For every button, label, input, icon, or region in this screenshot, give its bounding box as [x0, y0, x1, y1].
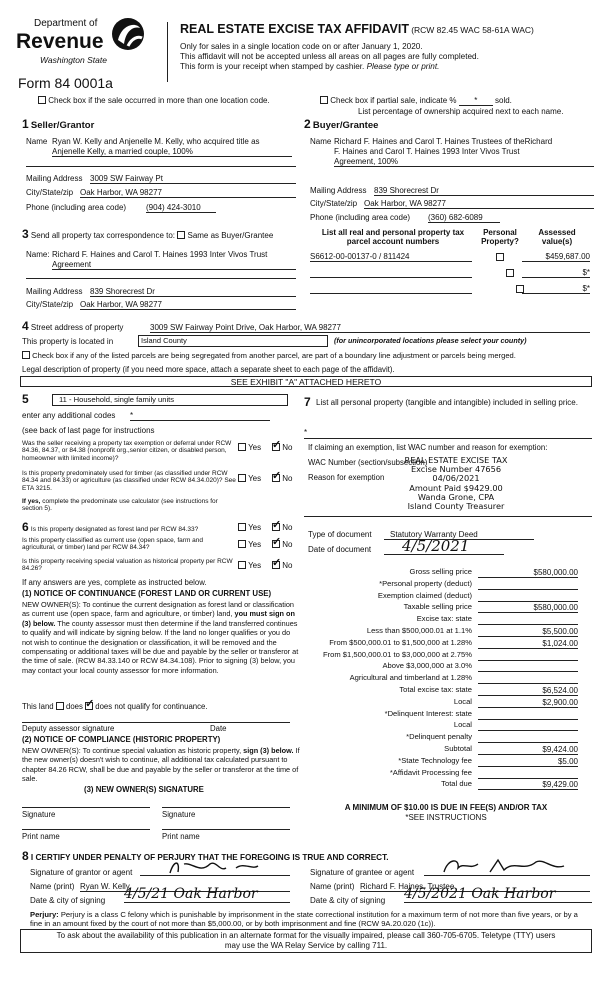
seller-mailing[interactable]: 3009 SW Fairway Pt: [90, 174, 296, 184]
fee-label: *Personal property (deduct): [379, 578, 472, 588]
doc-date[interactable]: 4/5/2021: [384, 538, 504, 555]
partial-sale-check[interactable]: Check box if partial sale, indicate % * sold.: [320, 96, 512, 106]
parcel-col-assessed: Assessed value(s): [538, 228, 576, 247]
fee-row: [300, 603, 590, 613]
correspondence-heading: 3 Send all property tax correspondence to: Same as Buyer/Grantee: [22, 227, 274, 241]
doc-date-label: Date of document: [308, 545, 372, 554]
fee-note-1: A MINIMUM OF $10.00 IS DUE IN FEE(S) AND/OR TAX: [344, 803, 548, 812]
notice1-title: (1) NOTICE OF CONTINUANCE (FOREST LAND OR CURRENT USE): [22, 589, 272, 598]
fee-label: Above $3,000,000 at 3.0%: [382, 661, 472, 671]
fee-value[interactable]: $5.00: [478, 757, 578, 767]
fee-note-2: *SEE INSTRUCTIONS: [405, 813, 487, 822]
fee-row: [300, 662, 590, 672]
buyer-name-line2[interactable]: F. Haines and Carol T. Haines 1993 Inter Vivos Trust: [334, 147, 520, 156]
fee-value[interactable]: $9,429.00: [478, 780, 578, 790]
notice2-title: (2) NOTICE OF COMPLIANCE (HISTORIC PROPERTY): [22, 735, 221, 744]
corr-mailing-label: Mailing Address: [26, 287, 83, 296]
section5-num: 5: [22, 392, 29, 406]
same-as-buyer-checkbox[interactable]: [177, 231, 185, 239]
corr-name-label: Name:: [26, 250, 50, 259]
fee-label: Less than $500,000.01 at 1.1%: [366, 626, 472, 635]
exemption-label: If claiming an exemption, list WAC number and reason for exemption:: [308, 443, 548, 452]
fee-value[interactable]: [478, 580, 578, 590]
unincorporated-note: (for unincorporated locations please select your county): [334, 336, 527, 345]
partial-sale-checkbox[interactable]: [320, 96, 328, 104]
fee-row: [300, 745, 590, 755]
fee-value[interactable]: [478, 733, 578, 743]
s5-q1-no[interactable]: ✓ No: [272, 443, 292, 452]
new-owner-sig-2[interactable]: [162, 807, 290, 808]
fee-row: [300, 639, 590, 649]
corr-blank-line: [26, 278, 296, 279]
grantor-name[interactable]: Ryan W. Kelly: [80, 882, 290, 892]
parcel-number-3[interactable]: [310, 284, 472, 294]
s5-q1: Was the seller receiving a property tax exemption or deferral under RCW 84.36, 84.37, or 84.38 (nonprofit org.,senior citizen, or disabled person, homeowner with limited income)?: [22, 440, 232, 462]
s6-q1-yes[interactable]: Yes: [238, 523, 261, 532]
grantor-sig-label: Signature of grantor or agent: [30, 868, 133, 877]
grantee-name[interactable]: Richard F. Haines, Trustee: [360, 882, 590, 892]
fee-label: Total due: [441, 779, 472, 789]
form-title-block: [180, 22, 595, 36]
parcel-col-personal: Personal Property?: [481, 228, 519, 247]
fee-value[interactable]: $580,000.00: [478, 568, 578, 578]
fee-row: [300, 568, 590, 578]
s5-q2: Is this property predominately used for timber (as classified under RCW 84.34 and 84.33) or agriculture (as classified under RCW 84.34.020)? See ETA 3215.: [22, 470, 236, 492]
land-does-checkbox[interactable]: [56, 702, 64, 710]
fee-label: *State Technology fee: [398, 755, 472, 765]
dor-logo: [14, 12, 164, 76]
form-title: REAL ESTATE EXCISE TAX AFFIDAVIT: [180, 22, 409, 36]
buyer-name-label: Name: [310, 137, 332, 146]
header-note-1: Only for sales in a single location code on or after January 1, 2020.: [180, 42, 423, 51]
wac-label: WAC Number (section/subsection): [308, 458, 428, 467]
fee-row: [300, 686, 590, 696]
buyer-city[interactable]: Oak Harbor, WA 98277: [364, 199, 594, 209]
buyer-mailing-label: Mailing Address: [310, 186, 367, 195]
county-select[interactable]: Island County: [138, 335, 328, 347]
grantee-signature[interactable]: [424, 856, 590, 876]
personal-property-value[interactable]: *: [304, 428, 308, 437]
fee-row: [300, 627, 590, 637]
fee-value[interactable]: [478, 662, 578, 672]
buyer-mailing[interactable]: 839 Shorecrest Dr: [374, 186, 594, 196]
partial-percent-field[interactable]: *: [459, 96, 493, 106]
fee-value[interactable]: [478, 615, 578, 625]
fee-row: [300, 769, 590, 779]
dept-name: Revenue: [16, 30, 104, 53]
seller-city-label: City/State/zip: [26, 188, 74, 197]
header-divider: [167, 22, 168, 82]
print-label-2: Print name: [162, 832, 200, 841]
s5-q1-yes[interactable]: Yes: [238, 443, 261, 452]
corr-city-label: City/State/zip: [26, 300, 74, 309]
continuance-row: This land does ✓ does not qualify for continuance.: [22, 702, 208, 712]
fee-row: [300, 733, 590, 743]
fee-value[interactable]: $6,524.00: [478, 686, 578, 696]
buyer-name-line3[interactable]: Agreement, 100%: [334, 157, 594, 167]
additional-codes-label: enter any additional codes: [22, 411, 116, 420]
fee-label: From $1,500,000.01 to $3,000,000 at 2.75%: [322, 649, 472, 659]
form-number: Form 84 0001a: [18, 75, 113, 91]
property-located-label: This property is located in: [22, 337, 114, 346]
fee-row: [300, 674, 590, 684]
fee-value[interactable]: [478, 674, 578, 684]
revenue-swirl-icon: [110, 14, 146, 54]
fee-value[interactable]: $9,424.00: [478, 745, 578, 755]
deputy-sig-label: Deputy assessor signature: [22, 724, 115, 733]
grantor-date-label: Date & city of signing: [30, 896, 106, 905]
grantor-signature-scribble: [140, 858, 290, 876]
multi-location-checkbox[interactable]: [38, 96, 46, 104]
corr-name-line1[interactable]: Richard F. Haines and Carol T. Haines 1993 Inter Vivos Trust: [52, 250, 268, 259]
accessibility-footer: To ask about the availability of this publication in an alternate format for the visually impaired, please call 360-705-6705. Teletype (TTY) users may use the WA Relay Service by calling 711.: [20, 929, 592, 953]
fee-value[interactable]: [478, 651, 578, 661]
seller-phone[interactable]: (904) 424-3010: [146, 203, 216, 213]
parcel-assessed-3[interactable]: $*: [522, 284, 590, 294]
grantee-date-city[interactable]: 4/5/2021 Oak Harbor: [404, 886, 592, 903]
parcel-number-1[interactable]: S6612-00-00137-0 / 811424: [310, 252, 472, 262]
s6-q1-row: 6 Is this property designated as forest land per RCW 84.33?: [22, 520, 199, 534]
corr-name-line2[interactable]: Agreement: [52, 260, 296, 270]
dept-state: Washington State: [40, 55, 107, 65]
s6-q3: Is this property receiving special valuation as historical property per RCW 84.26?: [22, 558, 233, 573]
fee-row: [300, 592, 590, 602]
fee-label: *Affidavit Processing fee: [389, 767, 472, 777]
fee-label: *Delinquent Interest: state: [384, 708, 472, 718]
notice2-text: NEW OWNER(S): To continue special valuation as historic property, sign (3) below. If the new owner(s) doesn't wish to continue, all additional tax calculated pursuant to chapter 84.26 RCW, shall be due and payable by the seller or transferor at the time of sale.: [22, 746, 300, 784]
parcel-col-numbers: List all real and personal property tax parcel account numbers: [321, 228, 465, 247]
s5-q2-ifyes: If yes, complete the predominate use calculator (see instructions for section 5).: [22, 498, 218, 513]
seller-heading: 1 Seller/Grantor: [22, 117, 95, 131]
fee-label: Taxable selling price: [403, 602, 472, 612]
doc-type-label: Type of document: [308, 530, 372, 539]
buyer-name-line1[interactable]: Richard F. Haines and Carol T. Haines Trustees of theRichard: [334, 137, 553, 146]
fee-label: Subtotal: [444, 744, 472, 753]
s5-q2-yes[interactable]: Yes: [238, 474, 261, 483]
parcel-assessed-1[interactable]: $459,687.00: [522, 252, 590, 262]
seller-phone-label: Phone (including area code): [26, 203, 127, 212]
seller-name-line2[interactable]: Anjenelle Kelly, a married couple, 100%: [52, 147, 292, 157]
s6-q2-yes[interactable]: Yes: [238, 540, 261, 549]
header-note-2: This affidavit will not be accepted unless all areas on all pages are fully completed.: [180, 52, 479, 61]
partial-note: List percentage of ownership acquired next to each name.: [358, 107, 564, 116]
s6-if-any: If any answers are yes, complete as instructed below.: [22, 578, 207, 587]
buyer-heading: 2 Buyer/Grantee: [304, 117, 379, 131]
fee-label: Gross selling price: [409, 567, 472, 576]
section7-text: List all personal property (tangible and intangible) included in selling price.: [316, 398, 578, 407]
fee-row: [300, 615, 590, 625]
grantor-name-label: Name (print): [30, 882, 75, 891]
fee-label: From $500,000.01 to $1,500,000 at 1.28%: [329, 637, 472, 647]
legal-label: Legal description of property (if you need more space, attach a separate sheet to each page of the affidavit).: [22, 365, 395, 374]
print-label-1: Print name: [22, 832, 60, 841]
fee-label: Local: [453, 720, 472, 730]
s6-q3-no[interactable]: ✓ No: [272, 561, 292, 570]
seller-mailing-label: Mailing Address: [26, 174, 83, 183]
fee-label: Total excise tax: state: [399, 685, 472, 694]
fee-row: [300, 698, 590, 708]
fee-row: [300, 721, 590, 731]
dept-line1: Department of: [34, 18, 98, 29]
fee-value[interactable]: $1,024.00: [478, 639, 578, 649]
deputy-sig-line[interactable]: [22, 722, 290, 723]
notice1-text: NEW OWNER(S): To continue the current designation as forest land or classification as current use (open space, farm and agriculture, or timber) land, you must sign on (3) below. The county assessor must then determine if the land transferred continues to qualify and will indicate by signing below. If the land no longer qualifies or you do not wish to continue the designation or classification, it will be removed and the compensating or additional taxes will be due and payable by the seller or transferor at the time of sale. (RCW 84.33.140 or RCW 84.34.108). Prior to signing (3) below, you may contact your local county assessor for more information.: [22, 600, 299, 675]
certify-row: 8 I CERTIFY UNDER PENALTY OF PERJURY THAT THE FOREGOING IS TRUE AND CORRECT.: [22, 849, 389, 863]
additional-codes-field[interactable]: *: [130, 411, 270, 421]
parcel-number-2[interactable]: [310, 268, 472, 278]
fee-label: Excise tax: state: [416, 614, 472, 624]
fee-row: [300, 757, 590, 767]
fee-row: [300, 580, 590, 590]
grantee-name-label: Name (print): [310, 882, 355, 891]
new-owner-sig-1[interactable]: [22, 807, 150, 808]
grantor-signature[interactable]: [140, 858, 290, 876]
corr-city[interactable]: Oak Harbor, WA 98277: [80, 300, 296, 310]
fee-value[interactable]: [478, 592, 578, 602]
header-note-3: This form is your receipt when stamped by cashier. Please type or print.: [180, 62, 440, 71]
s6-q2: Is this property classified as current use (open space, farm and agricultural, or timber) land per RCW 84.34?: [22, 537, 204, 552]
reason-label: Reason for exemption: [308, 473, 385, 482]
seller-name-label: Name: [26, 137, 48, 146]
parcel-personal-checkbox-2[interactable]: [506, 269, 514, 277]
s6-q1-no[interactable]: ✓ No: [272, 523, 292, 532]
see-back-note: (see back of last page for instructions: [22, 426, 155, 435]
section7-num: 7: [304, 395, 311, 409]
seller-city[interactable]: Oak Harbor, WA 98277: [80, 188, 296, 198]
fee-value[interactable]: $580,000.00: [478, 603, 578, 613]
reason-line: [304, 516, 592, 517]
parcel-assessed-2[interactable]: $*: [522, 268, 590, 278]
form-title-ref: (RCW 82.45 WAC 58-61A WAC): [411, 25, 534, 35]
grantee-sig-label: Signature of grantee or agent: [310, 868, 415, 877]
multi-location-check[interactable]: Check box if the sale occurred in more than one location code.: [38, 96, 270, 105]
grantor-date-city[interactable]: 4/5/21 Oak Harbor: [124, 886, 290, 903]
fee-value[interactable]: [478, 721, 578, 731]
grantee-signature-scribble: [424, 856, 590, 876]
notice3-title: (3) NEW OWNER(S) SIGNATURE: [84, 785, 204, 794]
fee-value[interactable]: $5,500.00: [478, 627, 578, 637]
legal-description[interactable]: SEE EXHIBIT "A" ATTACHED HERETO: [20, 376, 592, 387]
fee-row: [300, 651, 590, 661]
property-street-row: 4 Street address of property: [22, 319, 124, 333]
buyer-city-label: City/State/zip: [310, 199, 358, 208]
fee-label: Agricultural and timberland at 1.28%: [349, 673, 472, 683]
buyer-phone-label: Phone (including area code): [310, 213, 411, 222]
segregated-checkbox[interactable]: [22, 351, 30, 359]
sig-label-1: Signature: [22, 810, 56, 819]
new-owner-print-2[interactable]: [162, 829, 290, 830]
land-does-not-checkbox[interactable]: [85, 702, 93, 710]
fee-label: Local: [453, 696, 472, 706]
fee-value[interactable]: [478, 710, 578, 720]
property-street[interactable]: 3009 SW Fairway Point Drive, Oak Harbor, WA 98277: [150, 323, 590, 333]
doc-type[interactable]: Statutory Warranty Deed: [384, 530, 534, 540]
deputy-date-label: Date: [210, 724, 227, 733]
corr-mailing[interactable]: 839 Shorecrest Dr: [90, 287, 296, 297]
fee-label: Exemption claimed (deduct): [377, 590, 472, 600]
segregated-check[interactable]: Check box if any of the listed parcels are being segregated from another parcel, are part of a boundary line adjustment or parcels being merged.: [22, 351, 516, 361]
seller-blank-line: [26, 166, 296, 167]
use-code-select[interactable]: 11 - Household, single family units: [52, 394, 288, 406]
treasurer-stamp: REAL ESTATE EXCISE TAX Excise Number 47656 04/06/2021 Amount Paid $9429.00 Wanda Grone, CPA Island County Treasurer: [404, 455, 508, 512]
new-owner-print-1[interactable]: [22, 829, 150, 830]
fee-value[interactable]: [478, 769, 578, 779]
personal-property-line: [304, 438, 592, 439]
fee-row: [300, 710, 590, 720]
s6-q2-no[interactable]: ✓ No: [272, 540, 292, 549]
s6-q3-yes[interactable]: Yes: [238, 561, 261, 570]
seller-name-line1[interactable]: Ryan W. Kelly and Anjenelle M. Kelly, who acquired title as: [52, 137, 260, 146]
fee-row: [300, 780, 590, 790]
buyer-phone[interactable]: (360) 682-6089: [428, 213, 500, 223]
fee-label: *Delinquent penalty: [406, 732, 472, 742]
grantee-date-label: Date & city of signing: [310, 896, 386, 905]
sig-label-2: Signature: [162, 810, 196, 819]
fee-value[interactable]: $2,900.00: [478, 698, 578, 708]
s5-q2-no[interactable]: ✓ No: [272, 474, 292, 483]
perjury-text: Perjury: Perjury is a class C felony which is punishable by imprisonment in the state correctional institution for a maximum term of not more than five years, or by a fine in an amount fixed by the court of not more than $5,000.00, or by both imprisonment and fine (RCW 9A.20.020 (1c)).: [30, 910, 578, 929]
parcel-personal-checkbox-1[interactable]: [496, 253, 504, 261]
